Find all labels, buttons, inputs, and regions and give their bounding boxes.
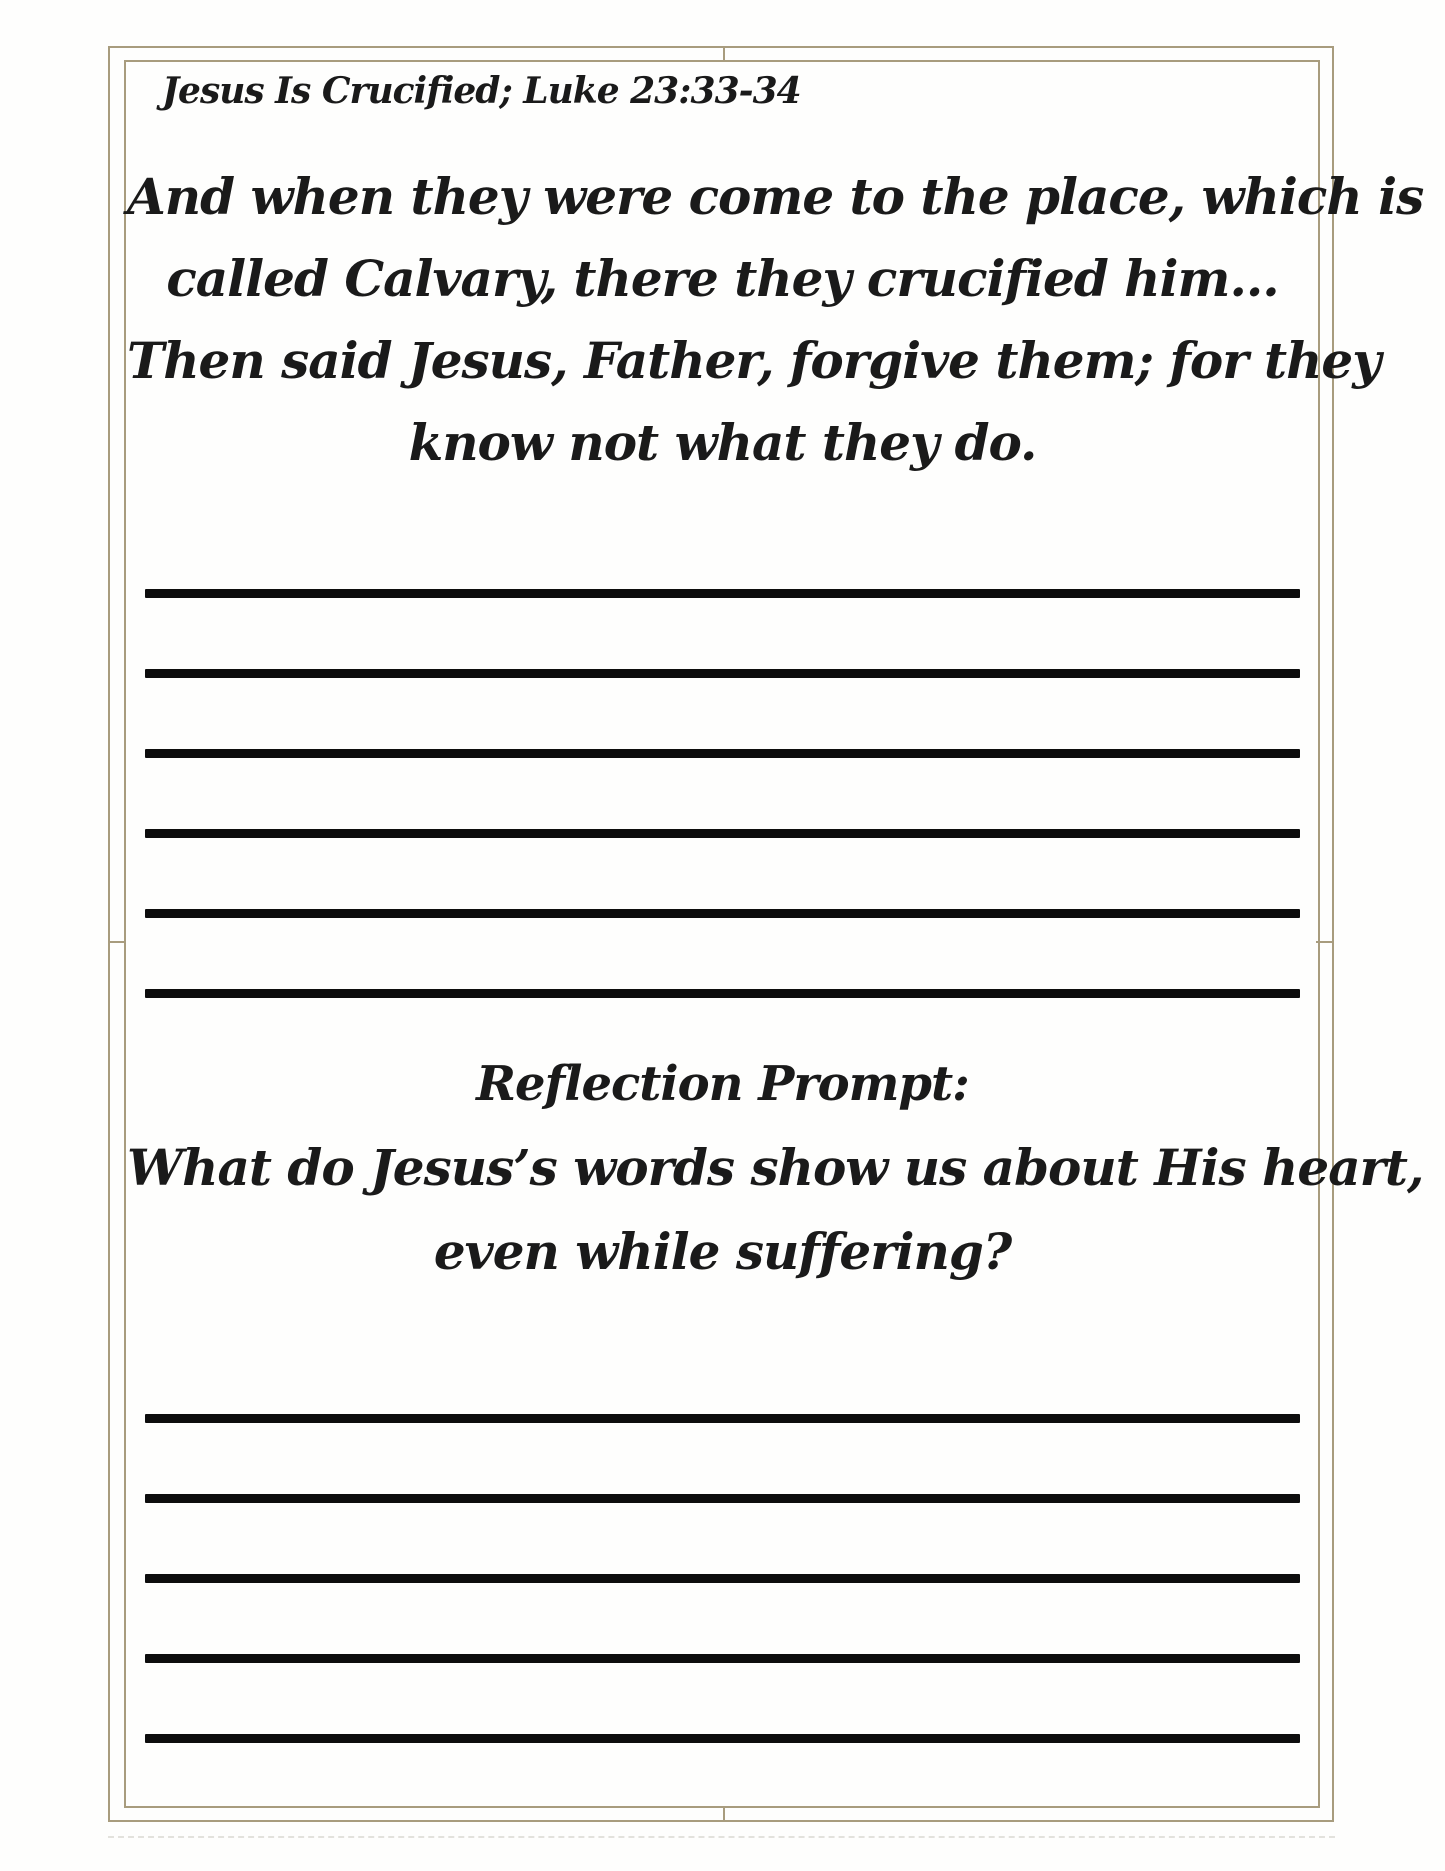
- writing-line: [145, 1494, 1300, 1503]
- writing-line: [145, 1414, 1300, 1423]
- writing-line: [145, 1574, 1300, 1583]
- writing-line: [145, 829, 1300, 838]
- verse-line: And when they were come to the place, which is: [127, 167, 1424, 226]
- cut-mark-line: [108, 1836, 1335, 1838]
- reflection-question-line: even while suffering?: [433, 1222, 1012, 1281]
- writing-line: [145, 909, 1300, 918]
- writing-line: [145, 749, 1300, 758]
- reflection-section: [127, 1042, 1424, 1294]
- writing-line: [145, 589, 1300, 598]
- reflection-heading: Reflection Prompt:: [476, 1056, 969, 1112]
- page-title: Jesus Is Crucified; Luke 23:33-34: [162, 70, 801, 112]
- copywork-lines-top: [145, 589, 1300, 998]
- verse-text: [127, 156, 1424, 484]
- verse-line: know not what they do.: [408, 413, 1037, 472]
- writing-line: [145, 989, 1300, 998]
- border-tick-top: [723, 48, 725, 62]
- border-tick-right: [1316, 941, 1332, 943]
- writing-line: [145, 1734, 1300, 1743]
- reflection-answer-lines: [145, 1414, 1300, 1743]
- border-tick-left: [110, 941, 126, 943]
- verse-line: called Calvary, there they crucified him...: [166, 249, 1279, 308]
- writing-line: [145, 669, 1300, 678]
- reflection-question-line: What do Jesus’s words show us about His heart,: [127, 1138, 1424, 1197]
- verse-line: Then said Jesus, Father, forgive them; for they: [127, 331, 1381, 390]
- border-tick-bottom: [723, 1806, 725, 1820]
- writing-line: [145, 1654, 1300, 1663]
